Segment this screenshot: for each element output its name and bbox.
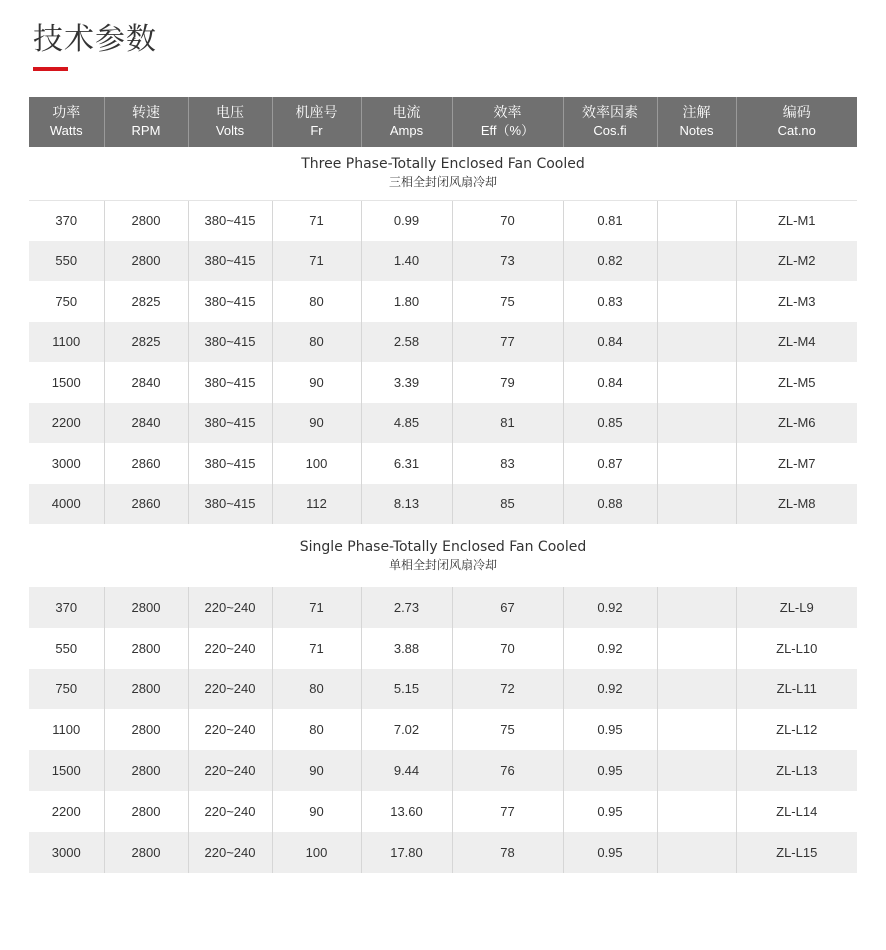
table-cell: 75 bbox=[452, 281, 563, 322]
table-cell: 80 bbox=[272, 709, 361, 750]
section-title-row bbox=[29, 524, 857, 587]
table-cell: 0.95 bbox=[563, 709, 657, 750]
table-cell bbox=[657, 750, 736, 791]
table-cell: 2840 bbox=[104, 403, 188, 444]
table-cell: 1100 bbox=[29, 322, 104, 363]
table-cell: 0.92 bbox=[563, 587, 657, 628]
table-cell: 550 bbox=[29, 241, 104, 282]
table-cell: 77 bbox=[452, 322, 563, 363]
column-header-en: RPM bbox=[131, 123, 161, 138]
table-row bbox=[29, 322, 857, 363]
column-header-cn: 电流 bbox=[392, 105, 421, 121]
table-cell: 80 bbox=[272, 322, 361, 363]
table-cell bbox=[657, 709, 736, 750]
table-cell: 90 bbox=[272, 362, 361, 403]
table-cell: 380~415 bbox=[188, 241, 272, 282]
table-cell: 3.88 bbox=[361, 628, 452, 669]
table-cell: 2800 bbox=[104, 241, 188, 282]
table-cell: 71 bbox=[272, 628, 361, 669]
table-cell: 0.88 bbox=[563, 484, 657, 525]
table-cell: 2800 bbox=[104, 628, 188, 669]
column-header bbox=[29, 97, 104, 147]
table-cell: ZL-M6 bbox=[736, 403, 857, 444]
table-row bbox=[29, 241, 857, 282]
table-cell bbox=[657, 281, 736, 322]
table-cell: 2800 bbox=[104, 669, 188, 710]
table-row bbox=[29, 628, 857, 669]
table-cell: 4000 bbox=[29, 484, 104, 525]
table-cell: ZL-M7 bbox=[736, 443, 857, 484]
column-header-cn: 注解 bbox=[682, 105, 711, 121]
table-cell: 2800 bbox=[104, 791, 188, 832]
table-cell: 220~240 bbox=[188, 587, 272, 628]
table-cell: 220~240 bbox=[188, 791, 272, 832]
column-header-en: Cat.no bbox=[777, 123, 816, 138]
table-cell: ZL-L10 bbox=[736, 628, 857, 669]
table-cell: 85 bbox=[452, 484, 563, 525]
table-row bbox=[29, 750, 857, 791]
table-cell: 6.31 bbox=[361, 443, 452, 484]
table-row bbox=[29, 832, 857, 873]
table-cell: 370 bbox=[29, 587, 104, 628]
table-cell: 380~415 bbox=[188, 322, 272, 363]
table-cell: 380~415 bbox=[188, 200, 272, 241]
table-cell: 0.84 bbox=[563, 322, 657, 363]
spec-table bbox=[29, 97, 857, 873]
table-cell: 2800 bbox=[104, 750, 188, 791]
table-cell: 220~240 bbox=[188, 709, 272, 750]
table-cell: 76 bbox=[452, 750, 563, 791]
section-title-cn: 三相全封闭风扇冷却 bbox=[388, 175, 497, 190]
table-cell: 2800 bbox=[104, 832, 188, 873]
header-row bbox=[29, 97, 857, 147]
section-title bbox=[29, 524, 857, 587]
table-cell: 81 bbox=[452, 403, 563, 444]
table-cell: 1.80 bbox=[361, 281, 452, 322]
table-cell: 1500 bbox=[29, 750, 104, 791]
column-header-cn: 电压 bbox=[216, 105, 244, 121]
section-title-cn: 单相全封闭风扇冷却 bbox=[388, 557, 497, 572]
table-cell bbox=[657, 200, 736, 241]
table-cell: 90 bbox=[272, 791, 361, 832]
column-header bbox=[361, 97, 452, 147]
table-cell: 80 bbox=[272, 281, 361, 322]
table-cell: 80 bbox=[272, 669, 361, 710]
table-cell: 73 bbox=[452, 241, 563, 282]
table-cell: 13.60 bbox=[361, 791, 452, 832]
table-cell: 2200 bbox=[29, 403, 104, 444]
table-cell: 70 bbox=[452, 200, 563, 241]
table-cell: ZL-L14 bbox=[736, 791, 857, 832]
column-header-en: Notes bbox=[679, 123, 714, 138]
table-cell: 380~415 bbox=[188, 362, 272, 403]
table-cell: ZL-M8 bbox=[736, 484, 857, 525]
table-cell: 220~240 bbox=[188, 750, 272, 791]
table-cell: ZL-L11 bbox=[736, 669, 857, 710]
table-cell: 0.82 bbox=[563, 241, 657, 282]
table-row bbox=[29, 281, 857, 322]
table-cell bbox=[657, 832, 736, 873]
table-cell: 3000 bbox=[29, 832, 104, 873]
column-header-cn: 转速 bbox=[132, 105, 160, 121]
table-cell: 9.44 bbox=[361, 750, 452, 791]
section-title-row bbox=[29, 147, 857, 200]
table-cell bbox=[657, 791, 736, 832]
table-cell: 1100 bbox=[52, 722, 81, 738]
column-header bbox=[452, 97, 563, 147]
table-cell: 2860 bbox=[104, 443, 188, 484]
page-title: 技术参数 bbox=[33, 22, 157, 57]
table-cell: 750 bbox=[55, 293, 78, 309]
table-cell bbox=[657, 484, 736, 525]
table-row bbox=[29, 200, 857, 241]
column-header-en: Eff（%） bbox=[480, 123, 535, 138]
table-cell bbox=[657, 403, 736, 444]
column-header-cn: 效率 bbox=[493, 105, 522, 121]
table-cell: 0.83 bbox=[563, 281, 657, 322]
table-cell: 220~240 bbox=[188, 832, 272, 873]
table-cell: 0.95 bbox=[563, 791, 657, 832]
table-cell: ZL-M3 bbox=[736, 281, 857, 322]
table-cell: ZL-M5 bbox=[736, 362, 857, 403]
column-header-cn: 机座号 bbox=[295, 105, 338, 121]
table-cell: 17.80 bbox=[361, 832, 452, 873]
table-cell: 83 bbox=[452, 443, 563, 484]
column-header-cn: 编码 bbox=[782, 105, 811, 121]
table-cell bbox=[657, 322, 736, 363]
column-header bbox=[736, 97, 857, 147]
table-cell: 2.73 bbox=[361, 587, 452, 628]
table-cell: 71 bbox=[272, 200, 361, 241]
table-cell: 380~415 bbox=[188, 443, 272, 484]
section-title-en: Single Phase-Totally Enclosed Fan Cooled bbox=[299, 538, 587, 555]
table-row bbox=[29, 443, 857, 484]
table-cell: 380~415 bbox=[188, 403, 272, 444]
column-header-cn: 效率因素 bbox=[582, 105, 638, 121]
table-cell: 0.95 bbox=[563, 832, 657, 873]
table-cell: 220~240 bbox=[188, 669, 272, 710]
table-cell: 100 bbox=[272, 443, 361, 484]
table-cell: 0.99 bbox=[361, 200, 452, 241]
table-cell: 750 bbox=[29, 669, 104, 710]
table-cell: 0.81 bbox=[563, 200, 657, 241]
table-cell: 90 bbox=[272, 403, 361, 444]
table-cell: 550 bbox=[55, 640, 78, 656]
table-cell: 2800 bbox=[104, 709, 188, 750]
table-cell: 2825 bbox=[104, 281, 188, 322]
table-cell: 0.84 bbox=[563, 362, 657, 403]
table-cell: 0.92 bbox=[563, 628, 657, 669]
table-cell: 2800 bbox=[104, 587, 188, 628]
table-cell: 71 bbox=[272, 241, 361, 282]
table-cell: 4.85 bbox=[361, 403, 452, 444]
table-cell: ZL-L15 bbox=[736, 832, 857, 873]
table-cell: 0.92 bbox=[563, 669, 657, 710]
table-row bbox=[29, 403, 857, 444]
column-header bbox=[563, 97, 657, 147]
table-row bbox=[29, 791, 857, 832]
table-cell: 1500 bbox=[51, 374, 81, 390]
section-title-en: Three Phase-Totally Enclosed Fan Cooled bbox=[301, 156, 585, 173]
table-cell: 2860 bbox=[104, 484, 188, 525]
table-cell: 79 bbox=[452, 362, 563, 403]
table-cell: 67 bbox=[452, 587, 563, 628]
title-accent-bar bbox=[33, 67, 68, 71]
table-cell bbox=[657, 443, 736, 484]
table-cell: 5.15 bbox=[361, 669, 452, 710]
table-cell: 0.85 bbox=[563, 403, 657, 444]
table-cell: 77 bbox=[452, 791, 563, 832]
section-title bbox=[29, 147, 857, 200]
table-cell: 90 bbox=[272, 750, 361, 791]
column-header bbox=[272, 97, 361, 147]
table-cell: 2825 bbox=[104, 322, 188, 363]
table-cell: 220~240 bbox=[188, 628, 272, 669]
table-cell: 0.87 bbox=[563, 443, 657, 484]
table-row bbox=[29, 484, 857, 525]
column-header-en: Volts bbox=[215, 123, 245, 138]
table-cell bbox=[657, 241, 736, 282]
table-cell: ZL-M1 bbox=[736, 200, 857, 241]
table-cell: 2200 bbox=[51, 803, 81, 819]
table-cell: 0.95 bbox=[563, 750, 657, 791]
table-cell: 2.58 bbox=[361, 322, 452, 363]
column-header-cn: 功率 bbox=[52, 105, 81, 121]
table-cell: ZL-L9 bbox=[736, 587, 857, 628]
table-cell: 112 bbox=[272, 484, 361, 525]
table-cell: ZL-L13 bbox=[736, 750, 857, 791]
table-body bbox=[29, 147, 857, 873]
table-cell: 370 bbox=[55, 213, 78, 228]
table-cell: 3.39 bbox=[361, 362, 452, 403]
table-cell: 100 bbox=[272, 832, 361, 873]
column-header-en: Amps bbox=[389, 123, 424, 138]
table-cell: ZL-M2 bbox=[736, 241, 857, 282]
column-header bbox=[104, 97, 188, 147]
table-cell: 380~415 bbox=[188, 281, 272, 322]
table-row bbox=[29, 669, 857, 710]
column-header bbox=[657, 97, 736, 147]
table-cell: 2800 bbox=[104, 200, 188, 241]
table-cell: ZL-L12 bbox=[736, 709, 857, 750]
table-cell: ZL-M4 bbox=[736, 322, 857, 363]
table-cell: 75 bbox=[452, 709, 563, 750]
table-cell: 7.02 bbox=[361, 709, 452, 750]
column-header-en: Watts bbox=[49, 123, 83, 138]
table-cell: 8.13 bbox=[361, 484, 452, 525]
table-cell: 2840 bbox=[104, 362, 188, 403]
table-row bbox=[29, 709, 857, 750]
table-cell: 72 bbox=[452, 669, 563, 710]
column-header bbox=[188, 97, 272, 147]
table-cell bbox=[657, 628, 736, 669]
table-cell bbox=[657, 669, 736, 710]
table-cell bbox=[657, 587, 736, 628]
column-header-en: Cos.fi bbox=[593, 123, 627, 138]
table-cell bbox=[657, 362, 736, 403]
table-cell: 380~415 bbox=[188, 484, 272, 525]
table-row bbox=[29, 587, 857, 628]
table-cell: 3000 bbox=[51, 455, 81, 471]
table-cell: 71 bbox=[272, 587, 361, 628]
table-cell: 70 bbox=[452, 628, 563, 669]
column-header-en: Fr bbox=[310, 123, 323, 138]
table-row bbox=[29, 362, 857, 403]
table-cell: 78 bbox=[452, 832, 563, 873]
table-cell: 1.40 bbox=[361, 241, 452, 282]
